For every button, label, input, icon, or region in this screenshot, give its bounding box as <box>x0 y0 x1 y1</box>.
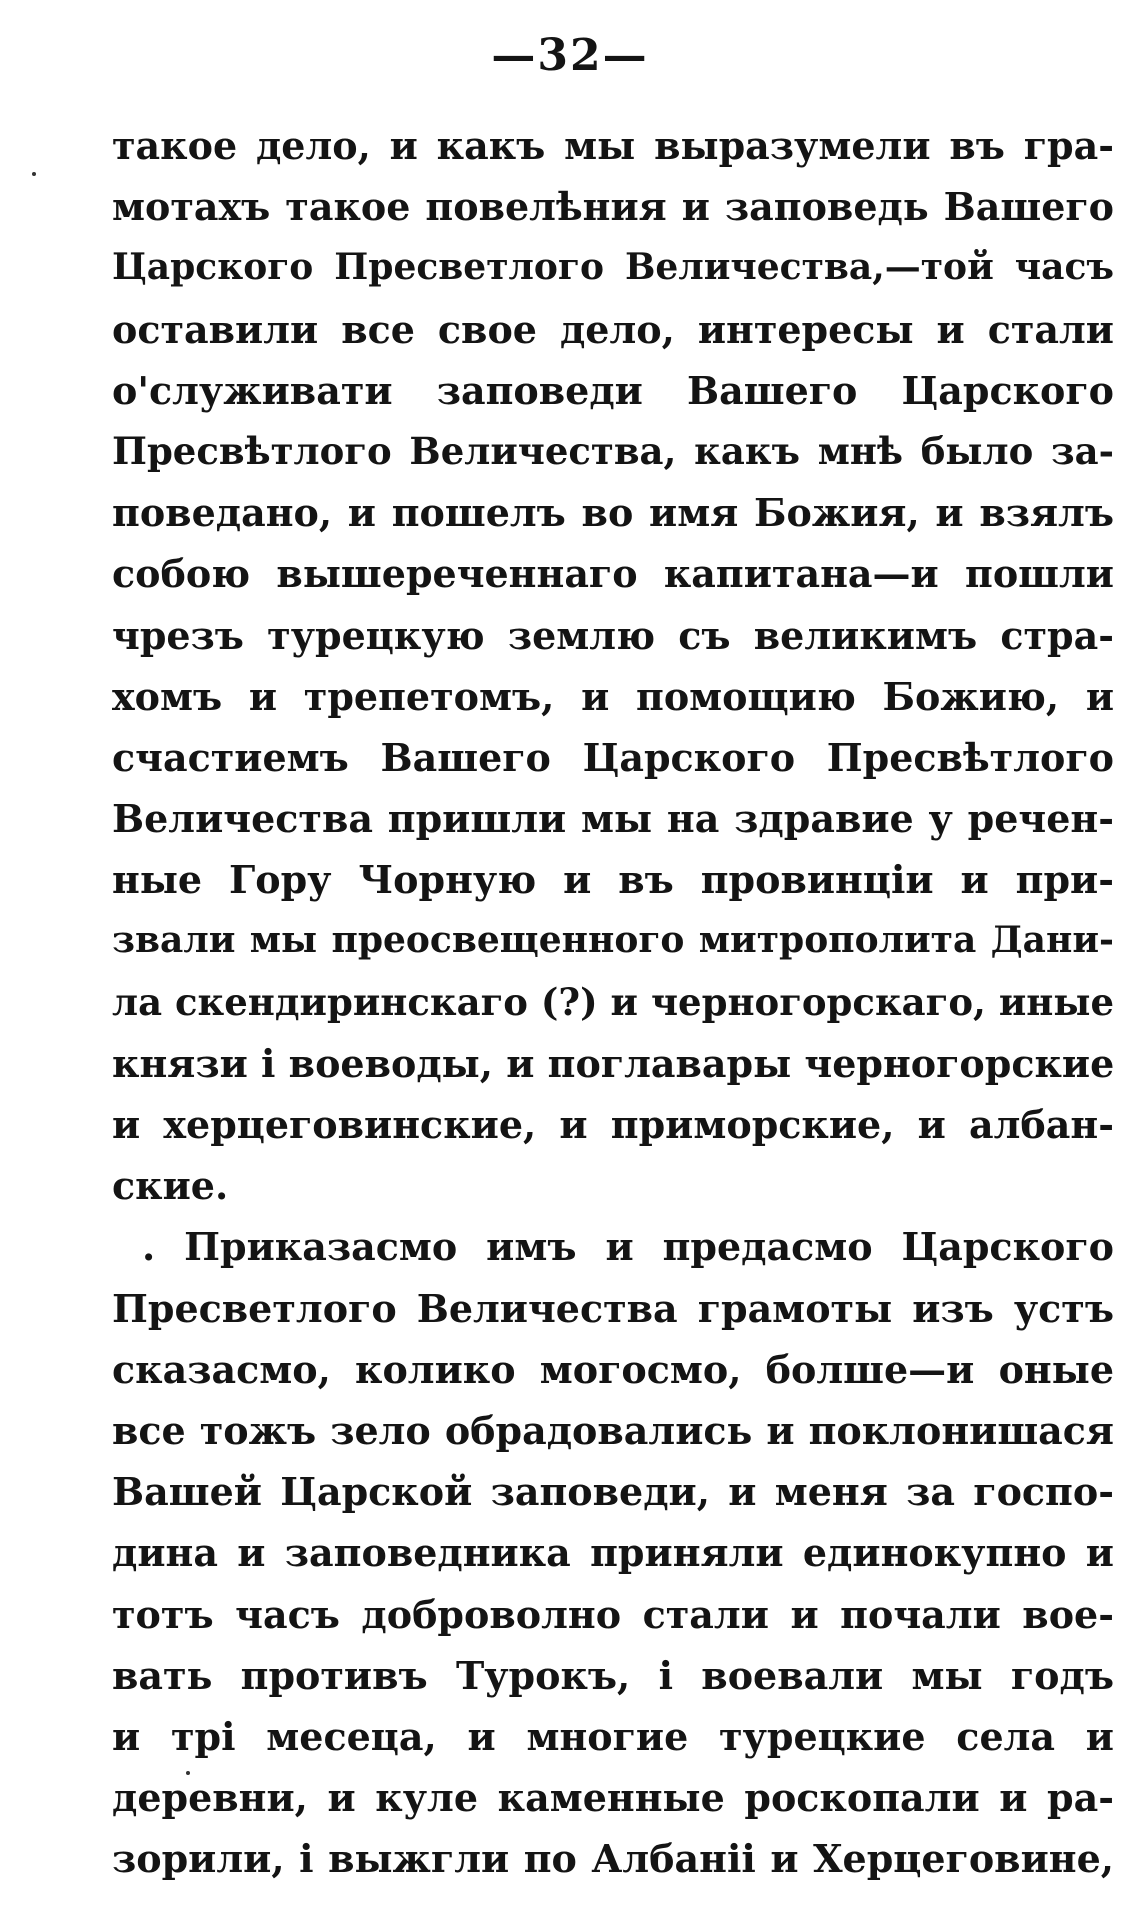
ink-speck <box>186 1771 190 1775</box>
text-line: все тожъ зело обрадовались и поклонишася <box>112 1407 1114 1453</box>
text-line: Вашей Царской заповеди, и меня за госпо- <box>112 1469 1114 1515</box>
text-line: Величества пришли мы на здравие у речен- <box>112 796 1114 842</box>
text-line: тотъ часъ доброволно стали и почали вое- <box>112 1591 1114 1637</box>
text-line: ные Гору Чорную и въ провинціи и при- <box>112 857 1114 903</box>
text-line: Царского Пресветлого Величества,—той часъ <box>112 246 1114 289</box>
text-line: о'служивати заповеди Вашего Царского <box>112 367 1114 413</box>
text-line: чрезъ турецкую землю съ великимъ стра- <box>112 612 1114 658</box>
text-line: и трі месеца, и многие турецкие села и <box>112 1713 1114 1759</box>
text-line: звали мы преосвещенного митрополита Дани- <box>112 919 1114 962</box>
text-line: мотахъ такое повелѣния и заповедь Вашего <box>112 184 1114 230</box>
ink-speck <box>32 172 36 176</box>
paragraph-2 <box>112 1216 1114 1889</box>
text-line: сказасмо, колико могосмо, болше—и оные <box>112 1346 1114 1392</box>
text-line: счастиемъ Вашего Царского Пресвѣтлого <box>112 734 1114 780</box>
text-line: ские. <box>112 1163 229 1209</box>
text-line: Пресветлого Величества грамоты изъ устъ <box>112 1285 1114 1331</box>
text-line: . Приказасмо имъ и предасмо Царского <box>142 1224 1114 1270</box>
text-line: хомъ и трепетомъ, и помощию Божию, и <box>112 673 1114 719</box>
text-line: Пресвѣтлого Величества, какъ мнѣ было за- <box>112 428 1114 473</box>
page-number: —32— <box>491 30 649 81</box>
text-line: такое дело, и какъ мы выразумели въ гра- <box>112 123 1114 168</box>
text-line: ла скендиринскаго (?) и черногорскаго, иные <box>112 979 1114 1024</box>
body-text <box>112 115 1114 1889</box>
text-line: поведано, и пошелъ во имя Божия, и взялъ <box>112 490 1114 536</box>
text-line: вать противъ Турокъ, і воевали мы годъ <box>112 1652 1114 1698</box>
text-line: деревни, и куле каменные роскопали и ра- <box>112 1775 1114 1821</box>
text-line: зорили, і выжгли по Албаніі и Херцеговине, <box>112 1836 1114 1882</box>
text-line: дина и заповедника приняли единокупно и <box>112 1530 1114 1576</box>
paragraph-1 <box>112 115 1114 1216</box>
text-line: собою вышереченнаго капитана—и пошли <box>112 551 1114 597</box>
text-line: князи і воеводы, и поглавары черногорские <box>112 1040 1114 1086</box>
text-line: оставили все свое дело, интересы и стали <box>112 306 1114 352</box>
text-line: и херцеговинские, и приморские, и албан- <box>112 1102 1114 1147</box>
